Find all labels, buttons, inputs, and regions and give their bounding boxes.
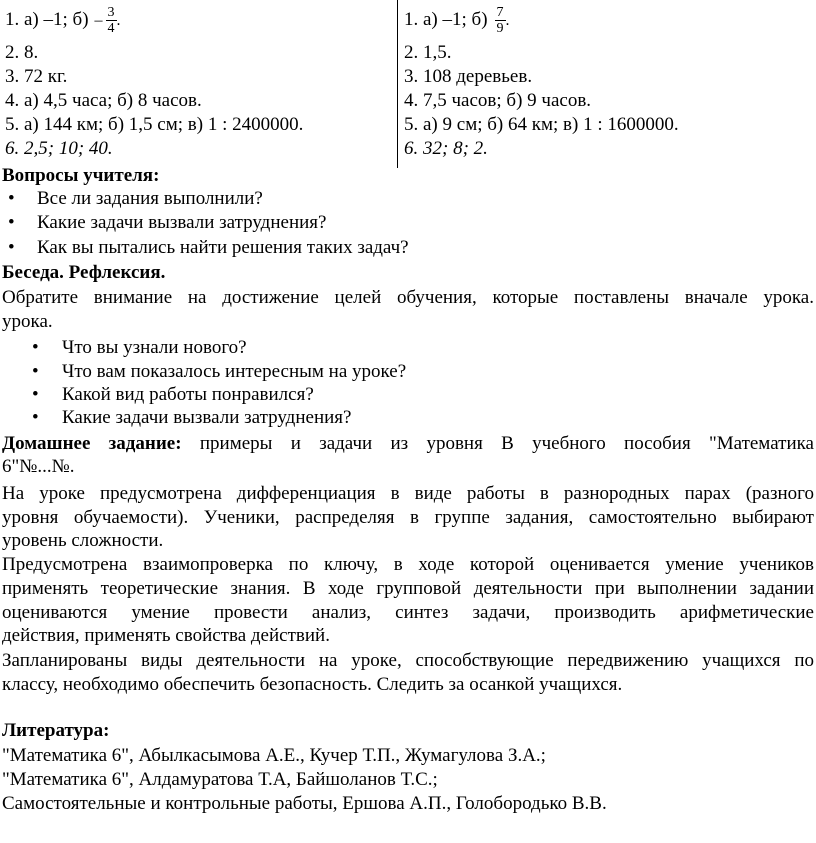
answer-column-right: [404, 0, 814, 165]
answer-1-right: 1. а) –1; б) $\frac{7}{9}$ .: [404, 5, 510, 37]
answer-column-left: [5, 0, 395, 165]
literature-item: "Математика 6", Алдамуратова Т.А, Байшоланов Т.С.;: [2, 769, 438, 790]
literature-item: "Математика 6", Абылкасымова А.Е., Кучер Т.П., Жумагулова З.А.;: [2, 745, 546, 766]
bullet-icon: •: [32, 361, 39, 382]
reflection-text-line-1: Обратите внимание на достижение целей обучения, которые поставлены вначале урока.: [2, 287, 814, 308]
reflection-text-line-2: урока.: [2, 311, 53, 332]
answer-5-right: 5. а) 9 см; б) 64 км; в) 1 : 1600000.: [404, 114, 679, 135]
bullet-icon: •: [32, 384, 39, 405]
answer-6-right: 6. 32; 8; 2.: [404, 138, 488, 159]
literature-item: Самостоятельные и контрольные работы, Ершова А.П., Голобородько В.В.: [2, 793, 607, 814]
paragraph-2-line-3: оцениваются умение провести анализ, синтез задачи, производить арифметические: [2, 602, 814, 623]
answer-3-right: 3. 108 деревьев.: [404, 66, 533, 87]
fraction: $\frac{3}{4}$: [107, 5, 115, 37]
fraction-sign: –: [94, 12, 103, 29]
bullet-icon: •: [32, 337, 39, 358]
homework-line-2: 6"№...№.: [2, 456, 75, 477]
answer-3-left: 3. 72 кг.: [5, 66, 68, 87]
paragraph-1-line-3: уровень сложности.: [2, 530, 164, 551]
paragraph-3-line-1: Запланированы виды деятельности на уроке, способствующие передвижению учащихся по: [2, 650, 814, 671]
fraction: $\frac{7}{9}$: [496, 5, 504, 37]
bullet-icon: •: [8, 212, 15, 233]
bullet-icon: •: [32, 407, 39, 428]
answer-2-right: 2. 1,5.: [404, 42, 452, 63]
answer-5-left: 5. а) 144 км; б) 1,5 см; в) 1 : 2400000.: [5, 114, 304, 135]
column-divider: [397, 0, 398, 168]
paragraph-1-line-1: На уроке предусмотрена дифференциация в виде работы в разнородных парах (разного: [2, 483, 814, 504]
teacher-questions-heading: Вопросы учителя:: [2, 165, 160, 186]
paragraph-2-line-4: действия, применять свойства действий.: [2, 625, 330, 646]
bullet-icon: •: [8, 237, 15, 258]
answer-4-left: 4. а) 4,5 часа; б) 8 часов.: [5, 90, 202, 111]
answer-key: [0, 0, 816, 165]
homework-line-1: Домашнее задание: примеры и задачи из уровня В учебного пособия "Математика: [2, 433, 814, 454]
paragraph-3-line-2: классу, необходимо обеспечить безопасность. Следить за осанкой учащихся.: [2, 674, 623, 695]
reflection-heading: Беседа. Рефлексия.: [2, 262, 166, 283]
literature-heading: Литература:: [2, 720, 110, 741]
paragraph-2-line-2: применять теоретические знания. В ходе групповой деятельности при выполнении задании: [2, 578, 814, 599]
answer-6-left: 6. 2,5; 10; 40.: [5, 138, 113, 159]
paragraph-1-line-2: уровня обучаемости). Ученики, распределяя в группе задания, самостоятельно выбирают: [2, 507, 814, 528]
homework-label: Домашнее задание:: [2, 433, 182, 454]
answer-1-left: 1. а) –1; б) – $\frac{3}{4}$ .: [5, 5, 121, 37]
paragraph-2-line-1: Предусмотрена взаимопроверка по ключу, в ходе которой оценивается умение учеников: [2, 554, 814, 575]
answer-4-right: 4. 7,5 часов; б) 9 часов.: [404, 90, 592, 111]
answer-2-left: 2. 8.: [5, 42, 39, 63]
bullet-icon: •: [8, 188, 15, 209]
